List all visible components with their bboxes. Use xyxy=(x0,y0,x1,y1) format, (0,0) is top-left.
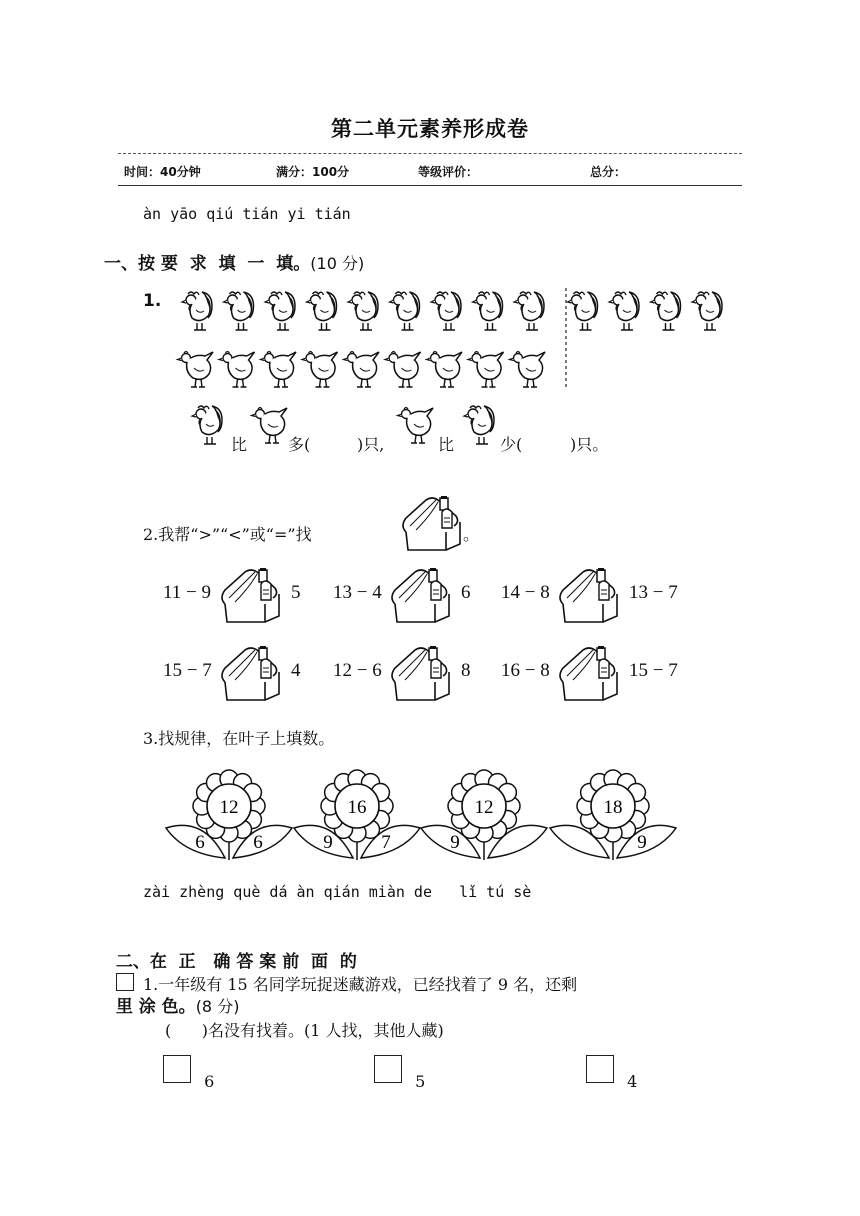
q2-label-end: 。 xyxy=(463,525,480,544)
flower-center-number: 16 xyxy=(347,797,367,818)
compare-right-expr: 15 − 7 xyxy=(629,660,678,681)
rooster-icon xyxy=(307,292,337,330)
house-answer-slot[interactable] xyxy=(219,646,285,706)
s2-q1-line1: 1.一年级有 15 名同学玩捉迷藏游戏，已经找着了 9 名，还剩 xyxy=(143,975,578,994)
rooster-icon xyxy=(182,292,212,330)
hen-icon xyxy=(250,404,292,450)
compare-left-expr: 11 − 9 xyxy=(163,582,212,603)
compare-left-expr: 15 − 7 xyxy=(163,660,212,681)
section1-score: (10 分) xyxy=(310,254,365,273)
leaf-left-number: 9 xyxy=(450,832,460,853)
option-checkbox[interactable] xyxy=(163,1055,191,1083)
hen-icon xyxy=(302,352,338,388)
full-score-info: 满分：100分 xyxy=(276,165,350,179)
option-label: 5 xyxy=(415,1072,426,1091)
hen-icon xyxy=(385,352,421,388)
rooster-icon xyxy=(651,292,681,330)
compare-right-expr: 8 xyxy=(461,660,471,681)
house-answer-slot[interactable] xyxy=(557,646,623,706)
flower xyxy=(419,762,549,862)
option-label: 6 xyxy=(204,1072,215,1091)
house-icon xyxy=(400,496,462,552)
hen-icon xyxy=(427,352,463,388)
hen-icon xyxy=(510,352,546,388)
house-answer-slot[interactable] xyxy=(389,568,455,628)
rooster-icon xyxy=(348,292,378,330)
q1-number: 1. xyxy=(143,291,162,311)
house-answer-slot[interactable] xyxy=(389,646,455,706)
q1-text-duo: 多( xyxy=(288,435,311,454)
rooster-icon xyxy=(514,292,544,330)
q1-text-bi2: 比 xyxy=(438,435,455,454)
option-5[interactable] xyxy=(374,1055,426,1091)
flower-center-number: 12 xyxy=(219,797,239,818)
leaf-right-number: 9 xyxy=(637,832,647,853)
leaf-left-number: 9 xyxy=(323,832,333,853)
flower xyxy=(548,762,678,862)
q1-text-shao: 少( xyxy=(500,435,523,454)
q2-label: 2.我帮“>”“<”或“=”找 xyxy=(143,525,312,544)
compare-left-expr: 14 − 8 xyxy=(501,582,550,603)
compare-right-expr: 4 xyxy=(291,660,301,681)
q3-label: 3.找规律，在叶子上填数。 xyxy=(143,729,335,748)
rooster-icon xyxy=(182,404,230,450)
leaf-right-number: 7 xyxy=(381,832,391,853)
flower xyxy=(292,762,422,862)
section1-heading-text: 一、按 要 求 填 一 填。 xyxy=(104,254,311,274)
leaf-left-number: 6 xyxy=(195,832,205,853)
total-info: 总分： xyxy=(590,165,627,179)
option-4[interactable] xyxy=(586,1055,638,1091)
hen-icon xyxy=(344,352,380,388)
grade-info: 等级评价： xyxy=(418,165,479,179)
rooster-icon xyxy=(692,292,722,330)
hen-icon xyxy=(261,352,297,388)
section2-pinyin: zài zhèng què dá àn qián miàn de lǐ tú sè xyxy=(143,883,532,901)
section2-heading-text-b: 里 涂 色。 xyxy=(115,997,196,1017)
option-6[interactable] xyxy=(163,1055,215,1091)
hen-icon xyxy=(468,352,504,388)
q1-text-zhi: )只, xyxy=(357,435,385,454)
s2-q1-line2: ( )名没有找着。(1 人找，其他人藏) xyxy=(165,1021,444,1040)
q1-text-bi: 比 xyxy=(231,435,248,454)
hen-icon xyxy=(396,404,438,450)
answer-box-icon xyxy=(116,973,134,991)
section2-score: (8 分) xyxy=(195,997,240,1016)
option-checkbox[interactable] xyxy=(586,1055,614,1083)
rooster-icon xyxy=(265,292,295,330)
compare-right-expr: 6 xyxy=(461,582,471,603)
rooster-icon xyxy=(224,292,254,330)
rooster-icon xyxy=(568,292,598,330)
compare-left-expr: 12 − 6 xyxy=(333,660,382,681)
option-checkbox[interactable] xyxy=(374,1055,402,1083)
flower xyxy=(164,762,294,862)
compare-left-expr: 13 − 4 xyxy=(333,582,382,603)
rooster-icon xyxy=(609,292,639,330)
rooster-icon xyxy=(431,292,461,330)
house-answer-slot[interactable] xyxy=(557,568,623,628)
leaf-right-number: 6 xyxy=(253,832,263,853)
q1-text-zhi-end: )只。 xyxy=(570,435,609,454)
option-label: 4 xyxy=(627,1072,638,1091)
time-info: 时间：40分钟 xyxy=(124,165,201,179)
hen-icon xyxy=(178,352,214,388)
page-title: 第二单元素养形成卷 xyxy=(331,117,529,141)
compare-right-expr: 5 xyxy=(291,582,301,603)
rooster-icon xyxy=(390,292,420,330)
compare-right-expr: 13 − 7 xyxy=(629,582,678,603)
compare-left-expr: 16 − 8 xyxy=(501,660,550,681)
house-answer-slot[interactable] xyxy=(219,568,285,628)
hen-icon xyxy=(219,352,255,388)
rooster-icon xyxy=(454,404,502,450)
section2-heading-text-a: 二、在 正 确 答 案 前 面 的 xyxy=(115,952,357,972)
rooster-icon xyxy=(473,292,503,330)
section1-pinyin: àn yāo qiú tián yi tián xyxy=(143,205,351,223)
flower-center-number: 12 xyxy=(474,797,494,818)
flower-center-number: 18 xyxy=(603,797,623,818)
